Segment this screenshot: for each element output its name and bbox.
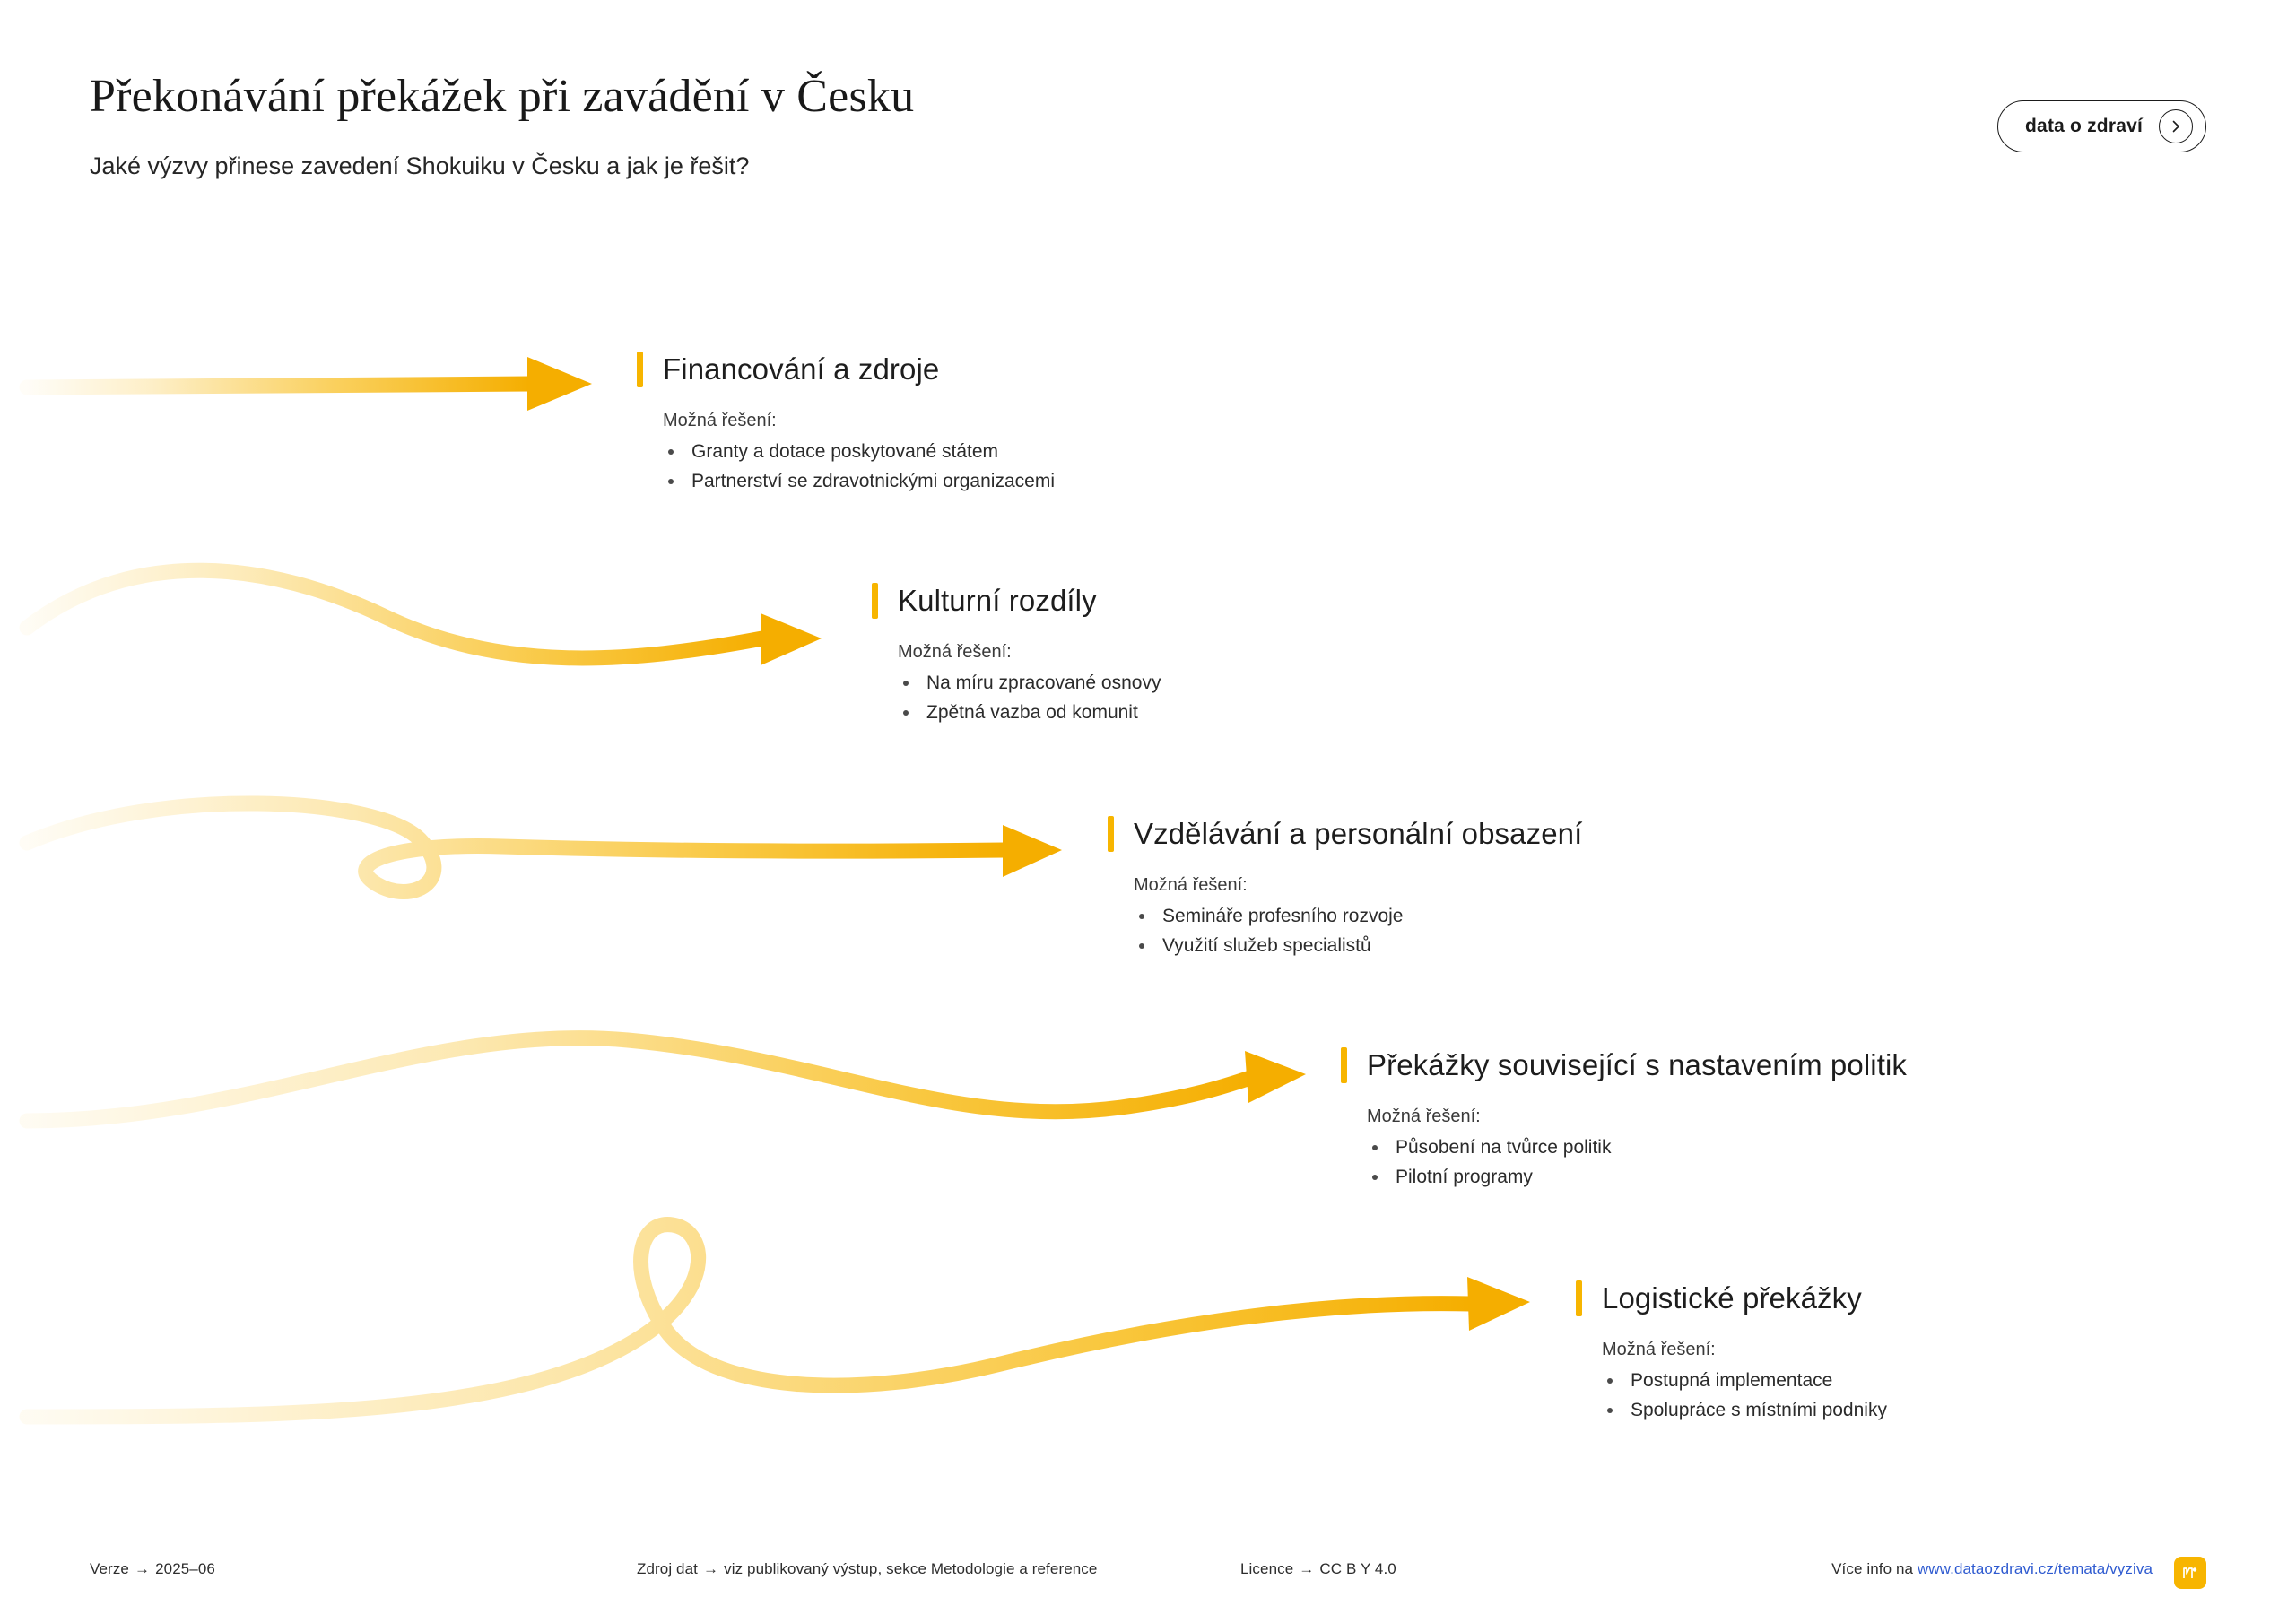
page-subtitle: Jaké výzvy přinese zavedení Shokuiku v Česku a jak je řešit? [90, 152, 750, 179]
solutions-label: Možná řešení: [663, 411, 777, 430]
arrow-glyph: → [703, 1560, 719, 1577]
footer [0, 1515, 2296, 1623]
arrow-2 [27, 570, 822, 665]
list-item: Partnerství se zdravotnickými organizacemi [663, 472, 1055, 501]
barrier-title: Kulturní rozdíly [898, 584, 1097, 617]
list-item: Semináře profesního rozvoje [1134, 907, 1582, 936]
barrier-header [872, 583, 1161, 619]
page-title: Překonávání překážek při zavádění v Česku [90, 71, 915, 122]
arrow-4 [27, 1038, 1306, 1121]
barrier-row [1576, 1280, 1887, 1430]
list-item: Granty a dotace poskytované státem [663, 442, 1055, 472]
barrier-row [637, 352, 1055, 501]
footer-more-info [1831, 1560, 2152, 1578]
arrow-1 [27, 357, 592, 411]
chevron-right-icon[interactable] [2159, 109, 2193, 143]
footer-source [637, 1560, 1097, 1578]
arrow-3 [27, 803, 1062, 892]
brand-pill-button[interactable] [1997, 100, 2206, 152]
barrier-title: Logistické překážky [1602, 1281, 1862, 1315]
barrier-header [1576, 1280, 1887, 1316]
solutions-label: Možná řešení: [898, 642, 1012, 662]
arrow-glyph: → [134, 1560, 151, 1577]
brand-label: data o zdraví [2025, 116, 2143, 136]
arrow-glyph: → [1299, 1560, 1315, 1577]
list-item: Na míru zpracované osnovy [898, 673, 1161, 703]
footer-more-label: Více info na [1831, 1560, 1914, 1577]
footer-license [1240, 1560, 1396, 1578]
footer-license-label: Licence [1240, 1560, 1294, 1577]
solutions-list [663, 442, 1055, 501]
footer-more-link[interactable]: www.dataozdravi.cz/temata/vyziva [1917, 1560, 2152, 1577]
accent-bar [637, 352, 643, 387]
solutions-list [1367, 1138, 1907, 1197]
barrier-title: Překážky související s nastavením politik [1367, 1048, 1907, 1081]
solutions-label: Možná řešení: [1134, 875, 1248, 895]
barrier-header [1341, 1047, 1907, 1083]
barrier-header [1108, 816, 1582, 852]
footer-source-label: Zdroj dat [637, 1560, 698, 1577]
solutions-label: Možná řešení: [1602, 1340, 1716, 1359]
barrier-header [637, 352, 1055, 387]
list-item: Pilotní programy [1367, 1167, 1907, 1197]
brand-logo-icon [2174, 1557, 2206, 1589]
list-item: Zpětná vazba od komunit [898, 703, 1161, 733]
solutions-list [1134, 907, 1582, 966]
footer-version-value: 2025–06 [155, 1560, 215, 1577]
solutions-list [898, 673, 1161, 733]
solutions-list [1602, 1371, 1887, 1430]
solutions-label: Možná řešení: [1367, 1107, 1481, 1126]
footer-license-value: CC B Y 4.0 [1319, 1560, 1396, 1577]
accent-bar [1341, 1047, 1347, 1083]
accent-bar [1108, 816, 1114, 852]
list-item: Spolupráce s místními podniky [1602, 1401, 1887, 1430]
footer-version-label: Verze [90, 1560, 129, 1577]
barrier-title: Financování a zdroje [663, 352, 940, 386]
header [90, 70, 2206, 180]
list-item: Působení na tvůrce politik [1367, 1138, 1907, 1167]
barrier-row [1108, 816, 1582, 966]
footer-source-value: viz publikovaný výstup, sekce Metodologie a reference [724, 1560, 1098, 1577]
barrier-row [872, 583, 1161, 733]
barrier-row [1341, 1047, 1907, 1197]
footer-version [90, 1560, 215, 1578]
arrow-5 [27, 1225, 1530, 1417]
accent-bar [872, 583, 878, 619]
list-item: Využití služeb specialistů [1134, 936, 1582, 966]
list-item: Postupná implementace [1602, 1371, 1887, 1401]
barrier-title: Vzdělávání a personální obsazení [1134, 817, 1583, 850]
accent-bar [1576, 1280, 1582, 1316]
